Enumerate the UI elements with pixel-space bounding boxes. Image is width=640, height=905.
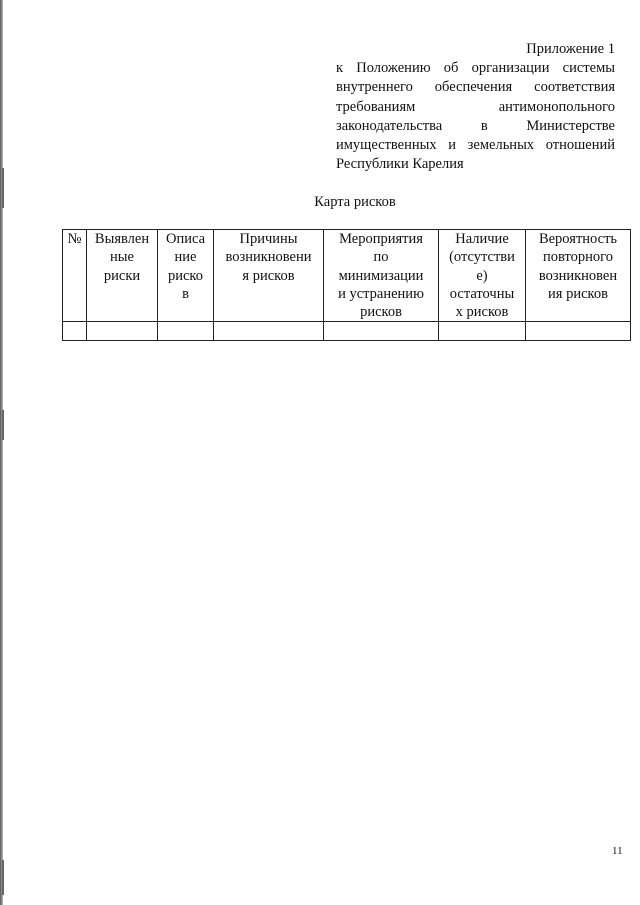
table-cell [324, 322, 439, 341]
header-number: № [63, 230, 87, 322]
table-title: Карта рисков [314, 194, 396, 210]
table-header-row [63, 230, 631, 322]
table-cell [214, 322, 324, 341]
appendix-line: законодательства в Министерстве [336, 117, 615, 134]
appendix-title: Приложение 1 [526, 41, 615, 57]
scan-edge-mark [2, 860, 4, 895]
risk-map-table [62, 229, 631, 341]
table-cell [439, 322, 526, 341]
header-risk-description: Описа ние риско в [158, 230, 214, 322]
appendix-line: требованиям антимонопольного [336, 98, 615, 115]
scan-edge [0, 0, 3, 905]
header-mitigation-measures: Мероприятия по минимизации и устранению рисков [324, 230, 439, 322]
appendix-line: Республики Карелия [336, 156, 464, 173]
appendix-line: имущественных и земельных отношений [336, 137, 615, 154]
table-cell [526, 322, 631, 341]
table-cell [158, 322, 214, 341]
header-identified-risks: Выявлен ные риски [87, 230, 158, 322]
table-cell [63, 322, 87, 341]
appendix-note [336, 40, 615, 174]
header-risk-causes: Причины возникновени я рисков [214, 230, 324, 322]
table-row [63, 322, 631, 341]
page-number: 11 [612, 845, 623, 857]
header-residual-risks: Наличие (отсутстви е) остаточны х рисков [439, 230, 526, 322]
scan-edge-mark [2, 410, 4, 440]
table-cell [87, 322, 158, 341]
appendix-line: к Положению об организации системы [336, 60, 615, 77]
appendix-line: внутреннего обеспечения соответствия [336, 79, 615, 96]
header-recurrence-probability: Вероятность повторного возникновен ия рисков [526, 230, 631, 322]
